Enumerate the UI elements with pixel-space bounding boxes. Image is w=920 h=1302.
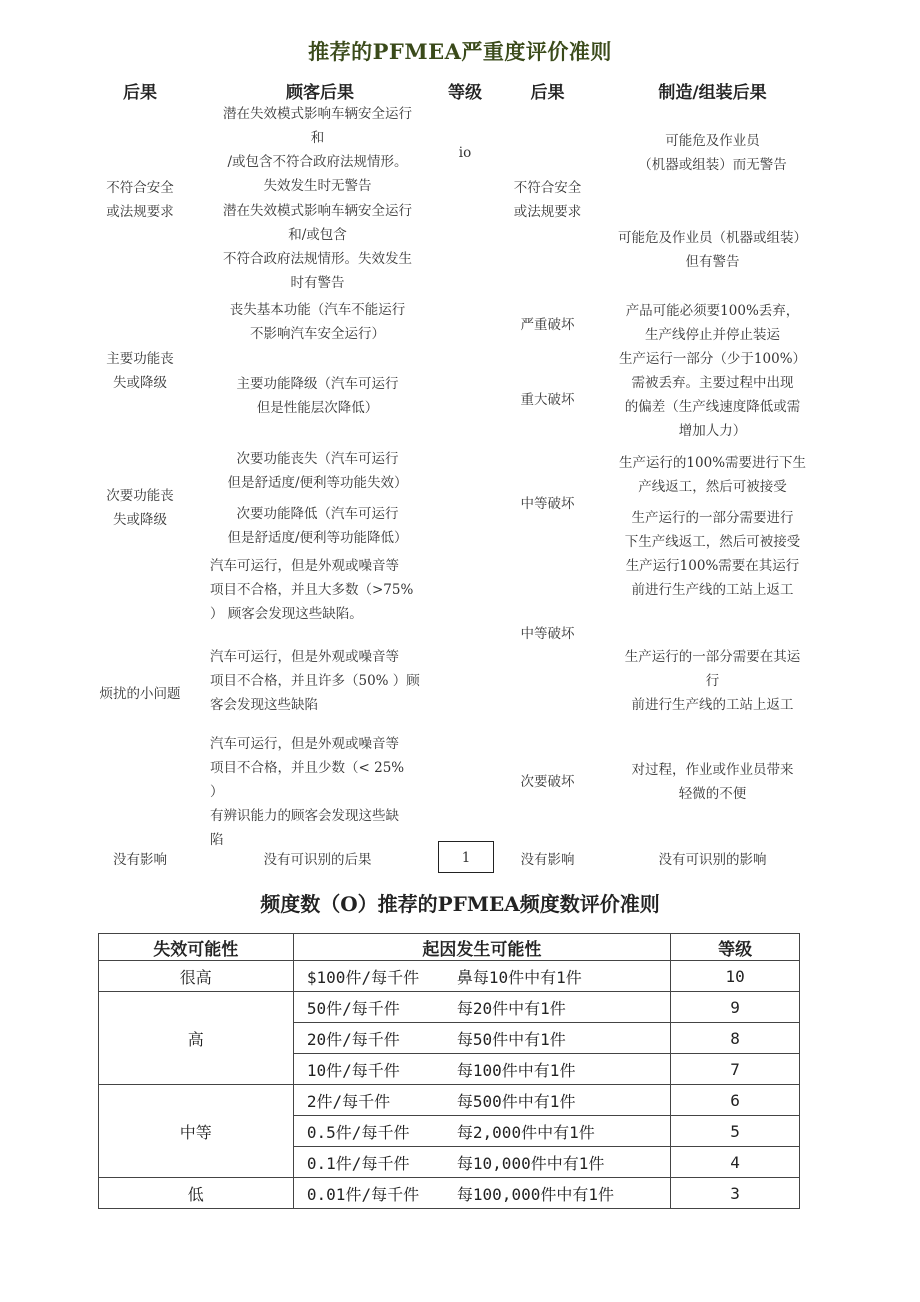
table-row	[99, 992, 800, 1023]
customer-none: 没有可识别的后果	[263, 852, 372, 868]
probability-cell: 0.1件/每千件 每10,000件中有1件	[293, 1147, 671, 1178]
customer-safety-with-warning: 潜在失效模式影响车辆安全运行 和/或包含 不符合政府法规情形。失效发生 时有警告	[223, 203, 412, 291]
group-high: 高	[99, 992, 294, 1085]
rank-cell: 10	[671, 961, 800, 992]
header-rank: 等级	[448, 83, 482, 103]
probability-cell: 2件/每千件 每500件中有1件	[293, 1085, 671, 1116]
mfg-moderate-4: 生产运行的一部分需要在其运 行 前进行生产线的工站上返工	[624, 649, 801, 713]
frequency-title: 频度数（O）推荐的PFMEA频度数评价准则	[260, 892, 660, 916]
rank-cell: 9	[671, 992, 800, 1023]
rank-cell: 4	[671, 1147, 800, 1178]
rank-cell: 5	[671, 1116, 800, 1147]
group-very-high: 很高	[99, 961, 294, 992]
customer-safety-no-warning: 潜在失效模式影响车辆安全运行 和 /或包含不符合政府法规情形。 失效发生时无警告	[223, 106, 412, 194]
rank-bottom: 1	[461, 850, 471, 866]
customer-secondary-loss: 次要功能丧失（汽车可运行 但是舒适度/便利等功能失效）	[227, 451, 408, 491]
group-moderate: 中等	[99, 1085, 294, 1178]
header-effect-2: 后果	[530, 83, 565, 103]
rank-top: io	[458, 145, 472, 161]
table-row	[99, 1178, 800, 1209]
mfg-none: 没有可识别的影响	[658, 852, 767, 868]
table-row	[99, 961, 800, 992]
mfg-major: 生产运行一部分（少于100%） 需被丢弃。主要过程中出现 的偏差（生产线速度降低或需 增加人力）	[618, 351, 807, 439]
customer-major-loss: 丧失基本功能（汽车不能运行 不影响汽车安全运行）	[229, 302, 406, 342]
mfg-safety-with-warning: 可能危及作业员（机器或组装） 但有警告	[618, 230, 807, 270]
mfg-effect-moderate-1: 中等破坏	[520, 496, 575, 512]
rank-cell: 3	[671, 1178, 800, 1209]
probability-cell: 20件/每千件 每50件中有1件	[293, 1023, 671, 1054]
mfg-moderate-2: 生产运行的一部分需要进行 下生产线返工，然后可被接受	[624, 510, 801, 550]
rank-cell: 6	[671, 1085, 800, 1116]
customer-annoy-few: 汽车可运行，但是外观或噪音等 项目不合格，并且少数（< 25% ） 有辨识能力的顾客会发现这些缺 陷	[210, 736, 405, 848]
header-manufacturing-effect: 制造/组装后果	[658, 83, 767, 103]
severity-title: 推荐的PFMEA严重度评价准则	[308, 39, 612, 64]
probability-cell: $100件/每千件 鼻每10件中有1件	[293, 961, 671, 992]
mfg-effect-severe: 严重破坏	[520, 317, 575, 333]
probability-cell: 10件/每千件 每100件中有1件	[293, 1054, 671, 1085]
mfg-moderate-1: 生产运行的100%需要进行下生 产线返工，然后可被接受	[618, 455, 807, 495]
rank-cell: 7	[671, 1054, 800, 1085]
mfg-effect-minor: 次要破坏	[520, 774, 575, 790]
effect-major: 主要功能丧 失或降级	[106, 351, 174, 391]
group-low: 低	[99, 1178, 294, 1209]
header-likelihood: 失效可能性	[99, 934, 294, 961]
mfg-effect-moderate-2: 中等破坏	[520, 626, 575, 642]
probability-cell: 0.5件/每千件 每2,000件中有1件	[293, 1116, 671, 1147]
effect-safety: 不符合安全 或法规要求	[106, 180, 174, 220]
mfg-severe: 产品可能必须要100%丢弃， 生产线停止并停止装运	[625, 303, 800, 343]
mfg-minor: 对过程，作业或作业员带来 轻微的不便	[631, 762, 794, 802]
header-customer-effect: 顾客后果	[286, 83, 354, 103]
table-header-row	[99, 934, 800, 961]
mfg-moderate-3: 生产运行100%需要在其运行 前进行生产线的工站上返工	[625, 558, 800, 598]
customer-annoy-many: 汽车可运行，但是外观或噪音等 项目不合格，并且许多（50% ）顾 客会发现这些缺陷	[210, 649, 420, 713]
frequency-table	[98, 933, 800, 1209]
table-row	[99, 1085, 800, 1116]
mfg-effect-none: 没有影响	[520, 852, 575, 868]
header-effect: 后果	[123, 83, 157, 103]
effect-secondary: 次要功能丧 失或降级	[106, 488, 174, 528]
probability-cell: 50件/每千件 每20件中有1件	[293, 992, 671, 1023]
effect-none: 没有影响	[113, 852, 167, 868]
header-rank: 等级	[671, 934, 800, 961]
mfg-effect-safety: 不符合安全 或法规要求	[513, 180, 582, 220]
effect-annoyance: 烦扰的小问题	[99, 686, 181, 702]
probability-cell: 0.01件/每千件 每100,000件中有1件	[293, 1178, 671, 1209]
customer-secondary-degraded: 次要功能降低（汽车可运行 但是舒适度/便利等功能降低）	[227, 506, 408, 546]
customer-major-degraded: 主要功能降级（汽车可运行 但是性能层次降低）	[236, 376, 399, 416]
mfg-safety-no-warning: 可能危及作业员 （机器或组装）而无警告	[638, 133, 787, 173]
rank-cell: 8	[671, 1023, 800, 1054]
header-cause-probability: 起因发生可能性	[293, 934, 671, 961]
mfg-effect-major: 重大破坏	[520, 392, 575, 408]
customer-annoy-most: 汽车可运行，但是外观或噪音等 项目不合格，并且大多数（>75% ） 顾客会发现这些缺陷。	[210, 558, 414, 622]
